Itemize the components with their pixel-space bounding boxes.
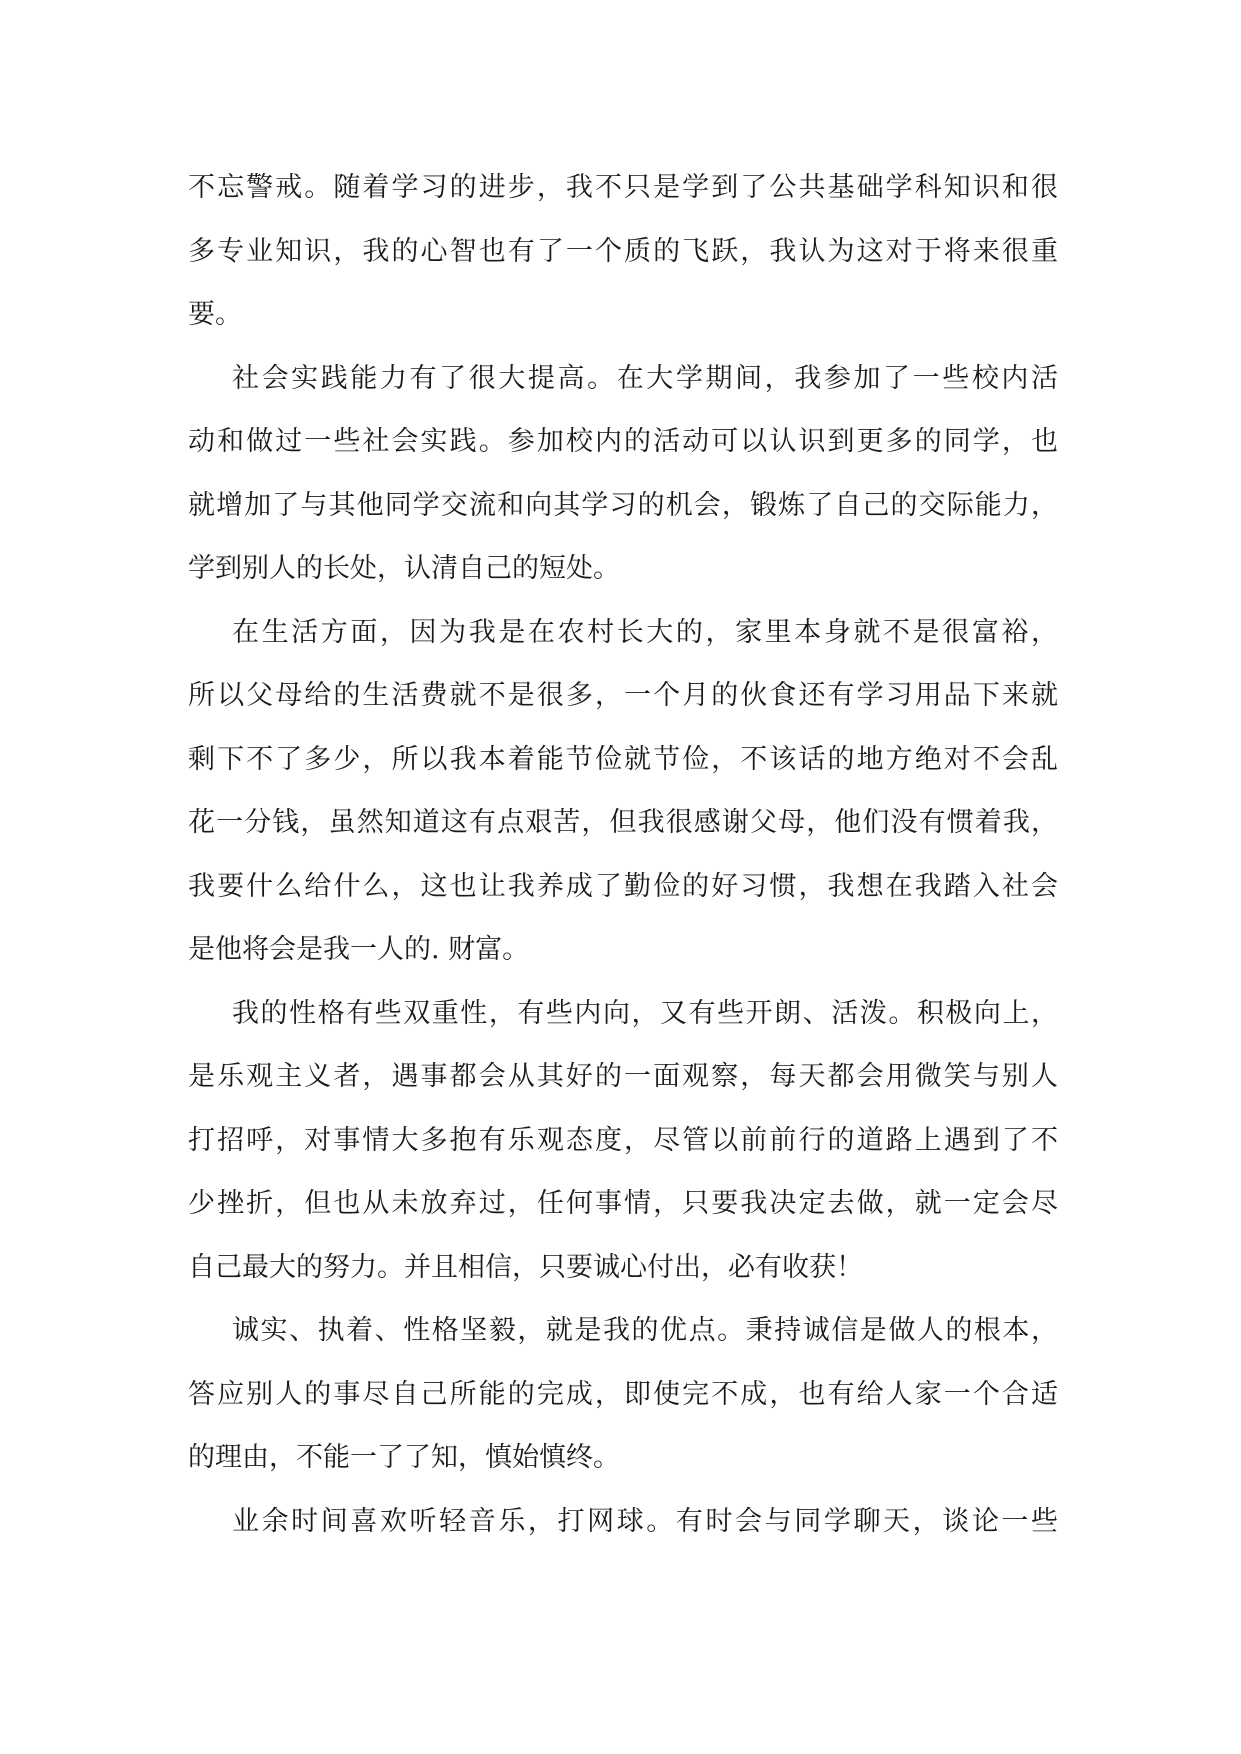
text-line: 的理由，不能一了了知，慎始慎终。 bbox=[188, 1442, 620, 1473]
text-line: 在生活方面，因为我是在农村长大的，家里本身就不是很富裕， bbox=[232, 616, 1058, 648]
text-line: 少挫折，但也从未放弃过，任何事情，只要我决定去做，就一定会尽 bbox=[188, 1188, 1058, 1219]
text-line: 是他将会是我一人的. 财富。 bbox=[188, 934, 530, 965]
text-line: 打招呼，对事情大多抱有乐观态度，尽管以前前行的道路上遇到了不 bbox=[188, 1124, 1058, 1156]
text-line: 是乐观主义者，遇事都会从其好的一面观察，每天都会用微笑与别人 bbox=[188, 1061, 1058, 1092]
text-line: 不忘警戒。随着学习的进步，我不只是学到了公共基础学科知识和很 bbox=[188, 172, 1058, 203]
text-line: 花一分钱，虽然知道这有点艰苦，但我很感谢父母，他们没有惯着我， bbox=[188, 807, 1058, 838]
text-line: 就增加了与其他同学交流和向其学习的机会，锻炼了自己的交际能力， bbox=[188, 489, 1058, 521]
text-line: 多专业知识，我的心智也有了一个质的飞跃，我认为这对于将来很重 bbox=[188, 235, 1058, 267]
text-line: 社会实践能力有了很大提高。在大学期间，我参加了一些校内活 bbox=[232, 362, 1058, 394]
text-line: 答应别人的事尽自己所能的完成，即使完不成，也有给人家一个合适 bbox=[188, 1378, 1058, 1410]
text-line: 学到别人的长处，认清自己的短处。 bbox=[188, 553, 620, 584]
document-body bbox=[188, 156, 1058, 1553]
text-line: 我要什么给什么，这也让我养成了勤俭的好习惯，我想在我踏入社会 bbox=[188, 870, 1058, 902]
text-line: 业余时间喜欢听轻音乐，打网球。有时会与同学聊天，谈论一些 bbox=[232, 1505, 1058, 1537]
text-line: 自己最大的努力。并且相信，只要诚心付出，必有收获！ bbox=[188, 1251, 863, 1283]
text-line: 要。 bbox=[188, 299, 242, 330]
text-line: 剩下不了多少，所以我本着能节俭就节俭，不该话的地方绝对不会乱 bbox=[188, 743, 1058, 775]
text-line: 所以父母给的生活费就不是很多，一个月的伙食还有学习用品下来就 bbox=[188, 680, 1058, 711]
text-line: 动和做过一些社会实践。参加校内的活动可以认识到更多的同学，也 bbox=[188, 426, 1058, 457]
text-line: 诚实、执着、性格坚毅，就是我的优点。秉持诚信是做人的根本， bbox=[232, 1315, 1058, 1346]
text-line: 我的性格有些双重性，有些内向，又有些开朗、活泼。积极向上， bbox=[232, 997, 1058, 1029]
